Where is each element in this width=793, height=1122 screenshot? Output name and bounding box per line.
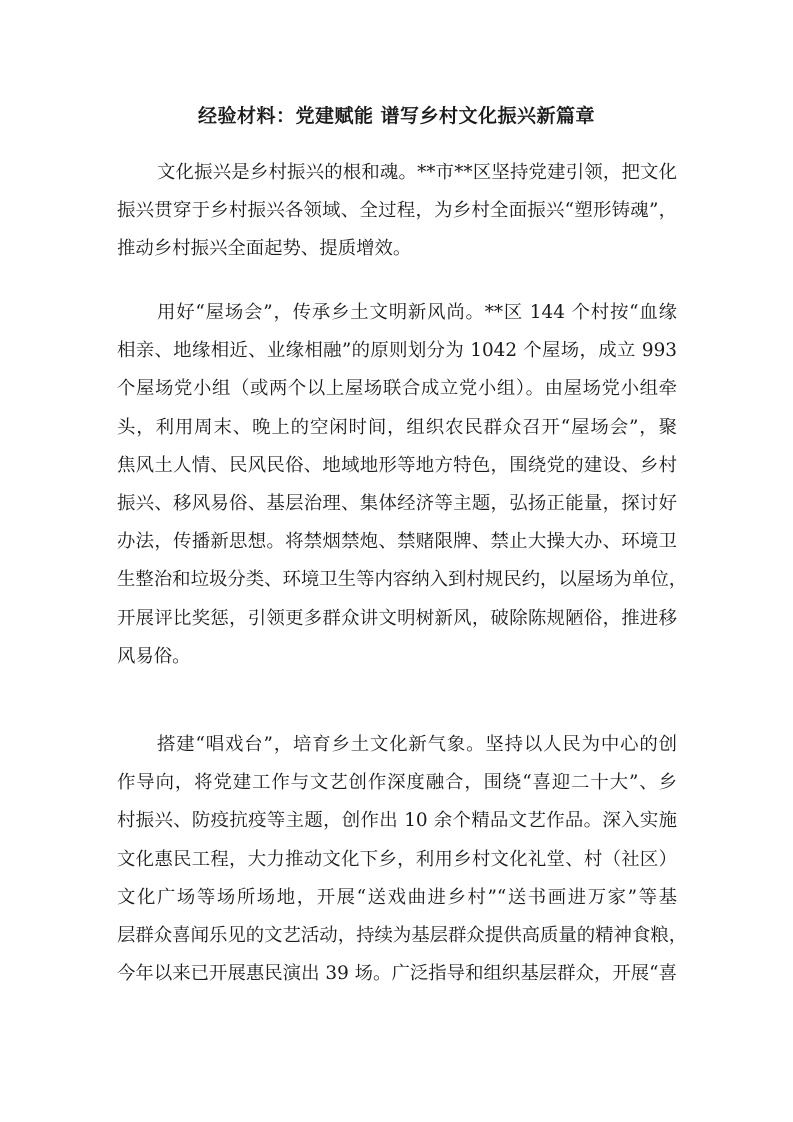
paragraph-line: 文化振兴是乡村振兴的根和魂。**市**区坚持党建引领，把文化: [157, 162, 677, 183]
paragraph-line: 办法，传播新思想。将禁烟禁炮、禁赌限牌、禁止大操大办、环境卫: [117, 531, 677, 553]
paragraph-line: 振兴贯穿于乡村振兴各领域、全过程，为乡村全面振兴“塑形铸魂”，: [117, 200, 677, 222]
paragraph-3: [117, 726, 688, 993]
paragraph-line: 开展评比奖惩，引领更多群众讲文明树新风，破除陈规陋俗，推进移: [117, 607, 677, 629]
paragraph-line: 今年以来已开展惠民演出 39 场。广泛指导和组织基层群众，开展“喜: [117, 963, 677, 985]
paragraph-line: 相亲、地缘相近、业缘相融”的原则划分为 1042 个屋场，成立 993: [117, 340, 677, 362]
paragraph-line: 推动乡村振兴全面起势、提质增效。: [117, 238, 412, 260]
paragraph-line: 振兴、移风易俗、基层治理、集体经济等主题，弘扬正能量，探讨好: [117, 492, 677, 514]
paragraph-line: 风易俗。: [117, 645, 191, 667]
paragraph-line: 层群众喜闻乐见的文艺活动，持续为基层群众提供高质量的精神食粮，: [117, 924, 688, 946]
paragraph-line: 焦风土人情、民风民俗、地域地形等地方特色，围绕党的建设、乡村: [117, 454, 677, 476]
paragraph-line: 搭建“唱戏台”，培育乡土文化新气象。坚持以人民为中心的创: [157, 734, 677, 755]
paragraph-line: 用好“屋场会”，传承乡土文明新风尚。**区 144 个村按“血缘: [157, 302, 677, 323]
paragraph-1: [117, 154, 677, 269]
paragraph-line: 个屋场党小组（或两个以上屋场联合成立党小组）。由屋场党小组牵: [117, 378, 677, 400]
paragraph-line: 生整治和垃圾分类、环境卫生等内容纳入到村规民约，以屋场为单位，: [117, 569, 688, 591]
paragraph-line: 文化惠民工程，大力推动文化下乡，利用乡村文化礼堂、村（社区）: [117, 848, 677, 870]
paragraph-line: 村振兴、防疫抗疫等主题，创作出 10 余个精品文艺作品。深入实施: [117, 810, 677, 832]
paragraph-line: 文化广场等场所场地，开展“送戏曲进乡村”“送书画进万家”等基: [117, 886, 677, 908]
document-title: 经验材料：党建赋能 谱写乡村文化振兴新篇章: [197, 105, 596, 127]
paragraph-2: [117, 294, 688, 676]
paragraph-line: 作导向，将党建工作与文艺创作深度融合，围绕“喜迎二十大”、乡: [117, 772, 677, 794]
paragraph-line: 头，利用周末、晚上的空闲时间，组织农民群众召开“屋场会”，聚: [117, 416, 677, 438]
